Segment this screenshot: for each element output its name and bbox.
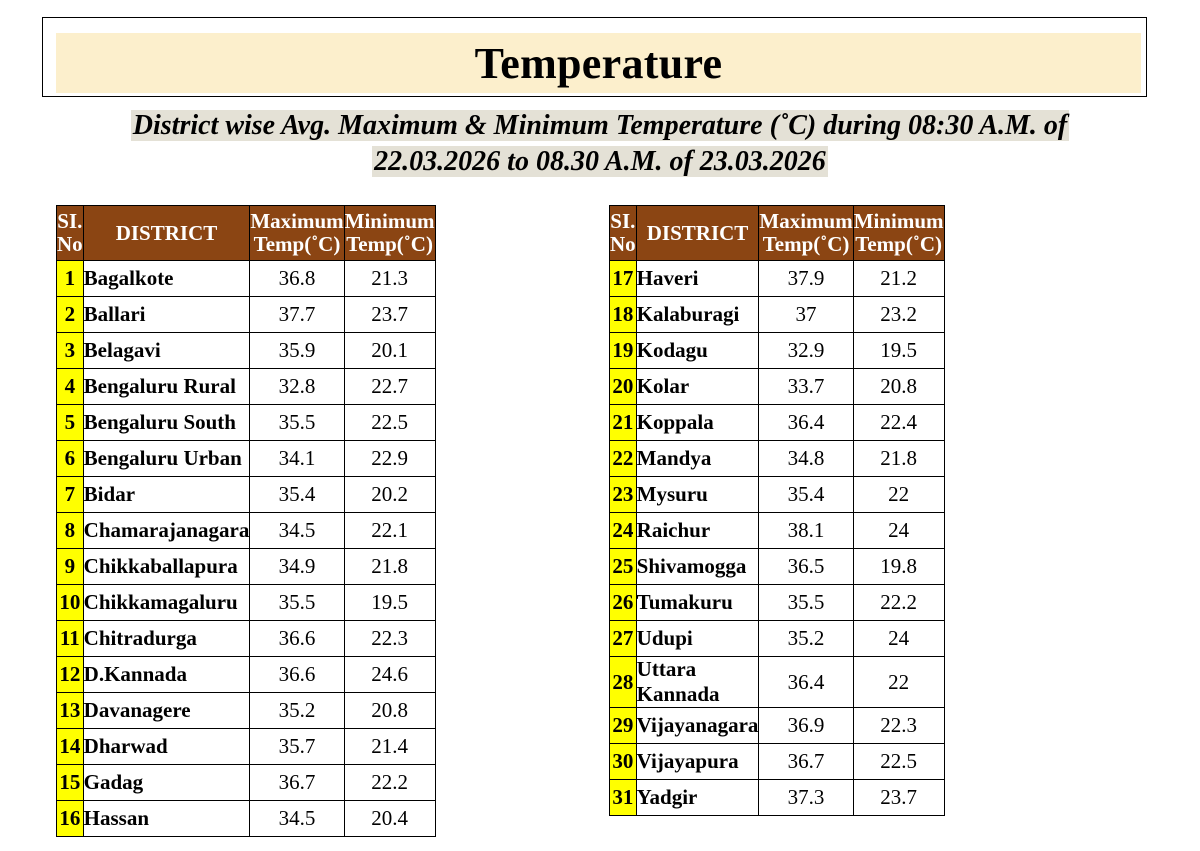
temperature-table-right (609, 205, 945, 816)
max-temp-cell: 35.5 (250, 585, 344, 621)
max-temp-cell: 35.5 (759, 585, 853, 621)
district-cell: Tumakuru (636, 585, 759, 621)
sl-no-cell: 8 (57, 513, 84, 549)
table-row (57, 585, 436, 621)
min-temp-cell: 20.1 (344, 333, 435, 369)
district-cell: Mysuru (636, 477, 759, 513)
district-cell: Davanagere (83, 693, 250, 729)
table-row (610, 297, 945, 333)
max-temp-cell: 33.7 (759, 369, 853, 405)
min-temp-cell: 21.2 (853, 261, 944, 297)
max-temp-cell: 37.7 (250, 297, 344, 333)
min-temp-cell: 22.4 (853, 405, 944, 441)
min-temp-cell: 21.8 (344, 549, 435, 585)
district-cell: Gadag (83, 765, 250, 801)
max-temp-cell: 32.8 (250, 369, 344, 405)
district-cell: Chamarajanagara (83, 513, 250, 549)
table-row (610, 780, 945, 816)
table-row (57, 369, 436, 405)
min-temp-cell: 20.4 (344, 801, 435, 837)
min-temp-cell: 21.4 (344, 729, 435, 765)
district-header: DISTRICT (83, 206, 250, 261)
district-cell: D.Kannada (83, 657, 250, 693)
sl-no-cell: 15 (57, 765, 84, 801)
max-temp-cell: 32.9 (759, 333, 853, 369)
sl-no-cell: 12 (57, 657, 84, 693)
district-cell: Koppala (636, 405, 759, 441)
district-cell: Mandya (636, 441, 759, 477)
sl-no-cell: 2 (57, 297, 84, 333)
district-cell: Bagalkote (83, 261, 250, 297)
district-cell: Bengaluru Rural (83, 369, 250, 405)
district-cell: Bengaluru South (83, 405, 250, 441)
temperature-table-left (56, 205, 436, 837)
table-row (610, 744, 945, 780)
max-temp-cell: 34.5 (250, 801, 344, 837)
max-temp-cell: 36.4 (759, 657, 853, 708)
min-temp-cell: 24 (853, 513, 944, 549)
max-temp-header: Maximum Temp(˚C) (250, 206, 344, 261)
max-temp-cell: 34.8 (759, 441, 853, 477)
min-temp-cell: 23.2 (853, 297, 944, 333)
min-temp-cell: 20.8 (853, 369, 944, 405)
min-temp-cell: 22.5 (344, 405, 435, 441)
min-temp-cell: 20.2 (344, 477, 435, 513)
min-temp-header: Minimum Temp(˚C) (344, 206, 435, 261)
max-temp-cell: 37 (759, 297, 853, 333)
sl-no-cell: 22 (610, 441, 637, 477)
sl-no-cell: 3 (57, 333, 84, 369)
district-cell: Ballari (83, 297, 250, 333)
sl-no-cell: 16 (57, 801, 84, 837)
min-temp-cell: 23.7 (853, 780, 944, 816)
table-row (57, 513, 436, 549)
district-cell: Udupi (636, 621, 759, 657)
sl-no-cell: 25 (610, 549, 637, 585)
min-temp-cell: 23.7 (344, 297, 435, 333)
max-temp-cell: 36.9 (759, 708, 853, 744)
min-temp-cell: 22.5 (853, 744, 944, 780)
max-temp-cell: 36.7 (250, 765, 344, 801)
district-cell: Belagavi (83, 333, 250, 369)
sl-no-cell: 4 (57, 369, 84, 405)
table-row (610, 708, 945, 744)
table-row (57, 621, 436, 657)
table-row (610, 585, 945, 621)
sl-no-cell: 31 (610, 780, 637, 816)
table-row (57, 549, 436, 585)
max-temp-cell: 36.7 (759, 744, 853, 780)
min-temp-cell: 19.5 (853, 333, 944, 369)
min-temp-cell: 24.6 (344, 657, 435, 693)
table-row (610, 261, 945, 297)
table-row (57, 261, 436, 297)
max-temp-cell: 36.6 (250, 657, 344, 693)
district-cell: Kolar (636, 369, 759, 405)
sl-no-cell: 30 (610, 744, 637, 780)
sl-no-cell: 14 (57, 729, 84, 765)
title-box (42, 17, 1147, 97)
min-temp-cell: 22 (853, 477, 944, 513)
sl-no-header: SI. No (57, 206, 84, 261)
table-row (610, 477, 945, 513)
sl-no-cell: 21 (610, 405, 637, 441)
max-temp-cell: 38.1 (759, 513, 853, 549)
title-banner (56, 33, 1141, 93)
district-cell: Dharwad (83, 729, 250, 765)
min-temp-header: Minimum Temp(˚C) (853, 206, 944, 261)
district-cell: Chitradurga (83, 621, 250, 657)
subtitle-line-2: 22.03.2026 to 08.30 A.M. of 23.03.2026 (374, 146, 826, 177)
page-title: Temperature (474, 38, 723, 88)
max-temp-cell: 34.9 (250, 549, 344, 585)
min-temp-cell: 20.8 (344, 693, 435, 729)
sl-no-cell: 1 (57, 261, 84, 297)
table-row (57, 333, 436, 369)
district-cell: Shivamogga (636, 549, 759, 585)
max-temp-cell: 35.7 (250, 729, 344, 765)
table-row (610, 549, 945, 585)
table-header-row (57, 206, 436, 261)
sl-no-cell: 24 (610, 513, 637, 549)
table-row (610, 657, 945, 708)
table-row (57, 693, 436, 729)
table-row (57, 765, 436, 801)
min-temp-cell: 22.3 (853, 708, 944, 744)
table-row (610, 621, 945, 657)
max-temp-cell: 34.5 (250, 513, 344, 549)
district-cell: Hassan (83, 801, 250, 837)
sl-no-cell: 10 (57, 585, 84, 621)
table-row (610, 441, 945, 477)
district-cell: Uttara Kannada (636, 657, 759, 708)
sl-no-cell: 6 (57, 441, 84, 477)
district-cell: Haveri (636, 261, 759, 297)
min-temp-cell: 22.1 (344, 513, 435, 549)
district-cell: Yadgir (636, 780, 759, 816)
min-temp-cell: 19.8 (853, 549, 944, 585)
table-row (610, 369, 945, 405)
district-cell: Raichur (636, 513, 759, 549)
sl-no-cell: 5 (57, 405, 84, 441)
max-temp-cell: 36.4 (759, 405, 853, 441)
subtitle-line-1: District wise Avg. Maximum & Minimum Temperature (˚C) during 08:30 A.M. of (132, 110, 1068, 141)
sl-no-cell: 13 (57, 693, 84, 729)
sl-no-cell: 11 (57, 621, 84, 657)
page-subtitle (0, 108, 1200, 180)
min-temp-cell: 22.9 (344, 441, 435, 477)
district-cell: Bidar (83, 477, 250, 513)
min-temp-cell: 22.2 (853, 585, 944, 621)
min-temp-cell: 19.5 (344, 585, 435, 621)
sl-no-cell: 9 (57, 549, 84, 585)
table-row (57, 405, 436, 441)
district-cell: Bengaluru Urban (83, 441, 250, 477)
table-row (610, 513, 945, 549)
sl-no-cell: 29 (610, 708, 637, 744)
max-temp-cell: 36.8 (250, 261, 344, 297)
sl-no-cell: 20 (610, 369, 637, 405)
max-temp-cell: 37.9 (759, 261, 853, 297)
min-temp-cell: 22.3 (344, 621, 435, 657)
min-temp-cell: 22 (853, 657, 944, 708)
sl-no-cell: 28 (610, 657, 637, 708)
district-cell: Kodagu (636, 333, 759, 369)
max-temp-cell: 35.9 (250, 333, 344, 369)
table-row (57, 441, 436, 477)
district-cell: Vijayanagara (636, 708, 759, 744)
sl-no-cell: 17 (610, 261, 637, 297)
max-temp-cell: 34.1 (250, 441, 344, 477)
min-temp-cell: 21.8 (853, 441, 944, 477)
table-row (610, 405, 945, 441)
table-row (610, 333, 945, 369)
max-temp-cell: 35.4 (250, 477, 344, 513)
min-temp-cell: 22.2 (344, 765, 435, 801)
max-temp-cell: 35.5 (250, 405, 344, 441)
sl-no-cell: 19 (610, 333, 637, 369)
district-cell: Vijayapura (636, 744, 759, 780)
district-header: DISTRICT (636, 206, 759, 261)
table-row (57, 477, 436, 513)
district-cell: Kalaburagi (636, 297, 759, 333)
max-temp-cell: 35.2 (250, 693, 344, 729)
max-temp-cell: 36.6 (250, 621, 344, 657)
min-temp-cell: 22.7 (344, 369, 435, 405)
sl-no-header: SI. No (610, 206, 637, 261)
max-temp-header: Maximum Temp(˚C) (759, 206, 853, 261)
sl-no-cell: 27 (610, 621, 637, 657)
table-row (57, 657, 436, 693)
table-header-row (610, 206, 945, 261)
max-temp-cell: 35.4 (759, 477, 853, 513)
district-cell: Chikkamagaluru (83, 585, 250, 621)
sl-no-cell: 7 (57, 477, 84, 513)
sl-no-cell: 26 (610, 585, 637, 621)
district-cell: Chikkaballapura (83, 549, 250, 585)
sl-no-cell: 18 (610, 297, 637, 333)
max-temp-cell: 35.2 (759, 621, 853, 657)
min-temp-cell: 24 (853, 621, 944, 657)
max-temp-cell: 37.3 (759, 780, 853, 816)
table-row (57, 801, 436, 837)
sl-no-cell: 23 (610, 477, 637, 513)
max-temp-cell: 36.5 (759, 549, 853, 585)
min-temp-cell: 21.3 (344, 261, 435, 297)
table-row (57, 297, 436, 333)
table-row (57, 729, 436, 765)
